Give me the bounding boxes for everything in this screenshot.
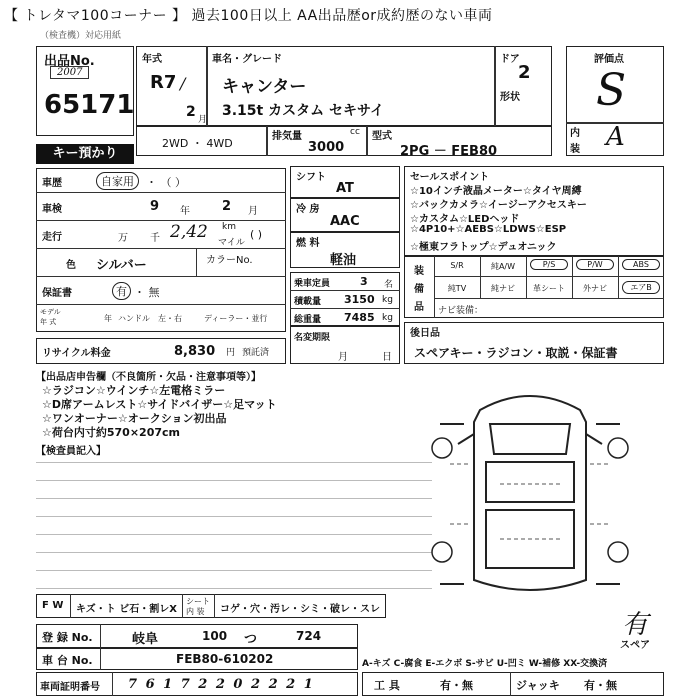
first-reg-value: 7 6 1 7 2 2 0 2 2 2 1 (128, 677, 315, 692)
interior-label-2: 装 (570, 144, 580, 155)
inspection-month: 2 (222, 199, 232, 214)
model-year-label-2: 年 式 (40, 318, 57, 326)
interior-value: A (606, 122, 625, 152)
tools-label: 工 具 (374, 679, 400, 692)
inspection-year-unit: 年 (180, 206, 190, 217)
shift-label: シフト (296, 172, 326, 183)
warranty-label: 保証書 (42, 288, 72, 299)
lot-number: 65171 (44, 90, 135, 120)
ac-value: AAC (330, 214, 360, 229)
seller-note-line: ☆荷台内寸約570×207cm (42, 426, 180, 439)
accessories-value: スペアキー・ラジコン・取説・保証書 (414, 346, 618, 360)
drive-type: 2WD ・ 4WD (162, 137, 233, 150)
model-year-handle: ハンドル 左・右 (118, 314, 182, 323)
sales-point-line: ☆10インチ液晶メーター☆タイヤ周縛 (410, 186, 582, 197)
sales-point-line: ☆4P10+☆AEBS☆LDWS☆ESP (410, 224, 567, 235)
ac-label: 冷 房 (296, 204, 320, 215)
sales-point-line: ☆極東フラトップ☆デュオニック (410, 242, 557, 253)
navi-label: ナビ装備： (438, 306, 484, 316)
jack-label: ジャッキ (516, 679, 560, 692)
accessories-label: 後日品 (410, 328, 440, 339)
equip-navi: 純ナビ (491, 284, 515, 293)
lot-stamp: 2007 (50, 66, 89, 79)
recycle-label: リサイクル料金 (42, 348, 111, 359)
mileage-sen: 千 (150, 233, 160, 244)
car-grade: 3.15t カスタム セキサイ (222, 103, 385, 119)
tools-box (362, 672, 664, 696)
registration-number: 724 (296, 629, 322, 643)
fuel-value: 軽油 (330, 253, 357, 268)
score-label: 評価点 (594, 54, 624, 65)
cancel-date-month: 月 (338, 352, 348, 363)
tools-value: 有・無 (440, 679, 473, 692)
fuel-label: 燃 料 (296, 238, 320, 249)
warranty-yes: 有 (112, 282, 131, 300)
door-label: ドア (500, 54, 520, 65)
equip-ext-navi: 外ナビ (583, 284, 607, 293)
inspection-month-unit: 月 (248, 206, 258, 217)
seller-notes-label: 【出品店申告欄（不良箇所・欠品・注意事項等）】 (36, 372, 261, 383)
gross-label: 総重量 (294, 315, 322, 325)
displacement-label: 排気量 (272, 131, 302, 142)
model-code-value: 2PG － FEB80 (400, 144, 498, 159)
load-label: 積載量 (294, 297, 322, 307)
mileage-km: km (222, 222, 236, 232)
color-label: 色 (66, 260, 76, 271)
recycle-deposit: 預託済 (242, 348, 270, 358)
registration-label: 登 録 No. (42, 631, 93, 644)
spare-mark: 有 (622, 610, 649, 640)
key-badge: キー預かり (36, 144, 134, 164)
mileage-value: 2,42 (170, 222, 208, 242)
inspection-label: 車検 (42, 204, 62, 215)
fw-seat-label-2: 内 装 (186, 607, 205, 616)
inspector-label: 【検査員記入】 (36, 446, 106, 457)
mileage-paren: ( ) (250, 228, 263, 241)
displacement-value: 3000 (308, 140, 345, 155)
history-label: 車歴 (42, 178, 62, 189)
equip-abs: ABS (622, 259, 660, 270)
mileage-mile: マイル (218, 238, 245, 248)
model-year-year: 年 (104, 314, 112, 323)
score-value: S (596, 65, 627, 116)
car-label: 車名・グレード (212, 54, 282, 65)
equip-airbag: エアB (622, 281, 660, 294)
vehicle-diagram (420, 374, 640, 610)
spare-label: スペア (620, 640, 650, 651)
fw-damage: キズ・ト ビ石・割レX (76, 604, 177, 615)
year-era: R7 (150, 72, 177, 93)
gross-value: 7485 (344, 311, 375, 324)
equip-alloy-wheels: 純A/W (490, 262, 516, 271)
capacity-unit: 名 (384, 280, 394, 290)
warranty-rest: ・ 無 (134, 286, 160, 299)
seller-note-line: ☆ラジコン☆ウインチ☆左電格ミラー (42, 384, 226, 397)
sales-point-line: ☆バックカメラ☆イージーアクセスキー (410, 200, 587, 211)
inspection-year: 9 (150, 199, 160, 214)
shift-value: AT (336, 181, 354, 196)
seller-note-line: ☆ワンオーナー☆オークション初出品 (42, 412, 227, 425)
fw-stains: コゲ・穴・汚レ・シミ・破レ・スレ (220, 604, 380, 615)
color-value: シルバー (96, 258, 147, 273)
cancel-date-day: 日 (382, 352, 392, 363)
equipment-label-1: 装 (414, 266, 424, 277)
fw-label: F W (42, 600, 64, 611)
top-note: （検査機）対応用紙 (40, 31, 122, 41)
equip-power-steering: P/S (530, 259, 568, 270)
year-month-unit: 月 (198, 115, 208, 125)
sales-points-label: セールスポイント (410, 172, 490, 183)
recycle-value: 8,830 (174, 344, 216, 359)
equip-leather: 革シート (533, 284, 565, 293)
registration-class: 100 (202, 629, 228, 643)
first-reg-label: 車両証明番号 (40, 682, 100, 693)
damage-legend: A-キズ C-腐食 E-エクボ S-サビ U-凹ミ W-補修 XX-交換済 (362, 659, 608, 669)
load-unit: kg (382, 295, 393, 305)
history-value: 自家用 (96, 172, 139, 190)
color-no-label: カラーNo. (206, 255, 253, 266)
capacity-label: 乗車定員 (294, 279, 331, 289)
year-label: 年式 (142, 54, 162, 65)
equip-tv: 純TV (447, 284, 467, 293)
capacity-value: 3 (360, 275, 368, 288)
jack-value: 有・無 (584, 679, 617, 692)
model-year-label-1: モデル (40, 308, 61, 316)
seller-note-line: ☆D席アームレスト☆サイドバイザー☆足マット (42, 398, 277, 411)
door-value: 2 (518, 62, 531, 83)
fw-seat-label-1: シート (186, 597, 210, 606)
model-code-label: 型式 (372, 131, 392, 142)
sales-point-line: ☆カスタム☆LEDヘッド (410, 214, 520, 225)
year-month: 2 (186, 104, 196, 120)
equipment-label-3: 品 (414, 302, 424, 313)
banner-title: 【 トレタマ100コーナー 】 過去100日以上 AA出品歴or成約歴のない車両 (4, 8, 493, 24)
load-value: 3150 (344, 293, 375, 306)
equip-power-windows: P/W (576, 259, 614, 270)
registration-place: 岐阜 (132, 632, 159, 647)
recycle-unit: 円 (226, 348, 236, 358)
car-name: キャンター (222, 77, 307, 97)
year-slash: / (180, 74, 186, 93)
mileage-man: 万 (118, 233, 128, 244)
lot-label: 出品No. (44, 54, 95, 69)
mileage-label: 走行 (42, 232, 62, 243)
equipment-label-2: 備 (414, 284, 424, 295)
gross-unit: kg (382, 313, 393, 323)
registration-kana: つ (244, 632, 258, 647)
equip-sunroof: S/R (450, 261, 464, 270)
interior-label-1: 内 (570, 128, 580, 139)
door-shape-label: 形状 (500, 92, 520, 103)
chassis-label: 車 台 No. (42, 654, 93, 667)
model-year-dealer: ディーラー・並行 (204, 314, 268, 323)
displacement-unit: cc (350, 127, 360, 137)
history-rest: ・ （ ） (146, 176, 186, 189)
chassis-value: FEB80-610202 (176, 652, 274, 666)
cancel-date-label: 名変期限 (294, 333, 331, 343)
